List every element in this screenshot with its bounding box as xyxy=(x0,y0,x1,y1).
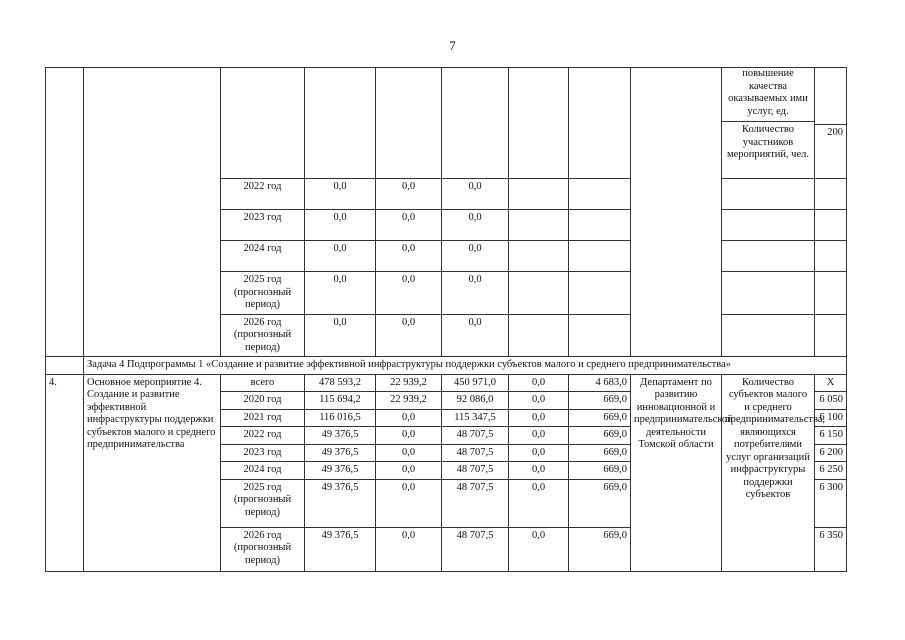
total-cell: 49 376,5 xyxy=(305,527,376,571)
indicator-value: 6 300 xyxy=(815,479,847,527)
empty-cell xyxy=(722,272,815,315)
year-cell: 2026 год (прогнозный период) xyxy=(221,314,305,357)
empty-cell xyxy=(569,314,631,357)
year-cell: 2025 год (прогнозный период) xyxy=(221,479,305,527)
year-cell: 2022 год xyxy=(221,179,305,210)
empty-cell xyxy=(815,179,847,210)
ext-cell: 4 683,0 xyxy=(569,374,631,392)
empty-cell xyxy=(509,210,569,241)
fed-cell: 22 939,2 xyxy=(376,374,442,392)
reg-cell: 48 707,5 xyxy=(442,479,509,527)
total-cell: 0,0 xyxy=(305,241,376,272)
loc-cell: 0,0 xyxy=(509,444,569,462)
empty-cell xyxy=(509,272,569,315)
empty-cell xyxy=(509,314,569,357)
fed-cell: 0,0 xyxy=(376,272,442,315)
empty-cell xyxy=(815,241,847,272)
indicator-value: 6 200 xyxy=(815,444,847,462)
ext-cell: 669,0 xyxy=(569,409,631,427)
indicator-value: 6 050 xyxy=(815,392,847,410)
fed-cell: 0,0 xyxy=(376,179,442,210)
empty-cell xyxy=(722,314,815,357)
indicator-value: 6 100 xyxy=(815,409,847,427)
total-cell: 0,0 xyxy=(305,179,376,210)
reg-cell: 0,0 xyxy=(442,210,509,241)
year-cell: 2021 год xyxy=(221,409,305,427)
table-row xyxy=(46,357,847,375)
reg-cell: 0,0 xyxy=(442,179,509,210)
empty-cell xyxy=(509,241,569,272)
indicator-value: X xyxy=(815,374,847,392)
empty-cell xyxy=(569,241,631,272)
empty-cell xyxy=(509,68,569,179)
empty-cell xyxy=(722,241,815,272)
empty-cell xyxy=(815,272,847,315)
year-cell: 2023 год xyxy=(221,210,305,241)
total-cell: 49 376,5 xyxy=(305,427,376,445)
year-cell: всего xyxy=(221,374,305,392)
empty-cell xyxy=(305,68,376,179)
row-number: 4. xyxy=(46,374,84,571)
ext-cell: 669,0 xyxy=(569,479,631,527)
loc-cell: 0,0 xyxy=(509,462,569,480)
year-cell: 2025 год (прогнозный период) xyxy=(221,272,305,315)
reg-cell: 92 086,0 xyxy=(442,392,509,410)
reg-cell: 450 971,0 xyxy=(442,374,509,392)
program-table xyxy=(45,67,847,572)
indicator-cell xyxy=(722,68,815,179)
fed-cell: 0,0 xyxy=(376,479,442,527)
total-cell: 49 376,5 xyxy=(305,444,376,462)
empty-cell xyxy=(815,210,847,241)
department-cell: Департамент по развитию инновационной и предпринимательской деятельности Томской области xyxy=(631,374,722,571)
loc-cell: 0,0 xyxy=(509,409,569,427)
empty-cell xyxy=(84,68,221,357)
activity-name: Основное мероприятие 4. Создание и развитие эффективной инфраструктуры поддержки субъектов малого и среднего предпринимательства xyxy=(84,374,221,571)
total-cell: 0,0 xyxy=(305,272,376,315)
fed-cell: 0,0 xyxy=(376,444,442,462)
loc-cell: 0,0 xyxy=(509,392,569,410)
loc-cell: 0,0 xyxy=(509,527,569,571)
fed-cell: 0,0 xyxy=(376,210,442,241)
empty-cell xyxy=(569,272,631,315)
ext-cell: 669,0 xyxy=(569,462,631,480)
fed-cell: 0,0 xyxy=(376,241,442,272)
total-cell: 49 376,5 xyxy=(305,479,376,527)
ext-cell: 669,0 xyxy=(569,444,631,462)
ext-cell: 669,0 xyxy=(569,527,631,571)
fed-cell: 22 939,2 xyxy=(376,392,442,410)
empty-cell xyxy=(442,68,509,179)
empty-cell xyxy=(569,210,631,241)
indicator-name: Количество субъектов малого и среднего предпринимательства, являющихся потребителями услуг организаций инфраструктуры поддержки субъектов xyxy=(722,374,815,571)
reg-cell: 48 707,5 xyxy=(442,444,509,462)
year-cell: 2020 год xyxy=(221,392,305,410)
table-row xyxy=(46,374,847,392)
empty-cell xyxy=(569,179,631,210)
reg-cell: 48 707,5 xyxy=(442,527,509,571)
task-header: Задача 4 Подпрограммы 1 «Создание и развитие эффективной инфраструктуры поддержки субъектов малого и среднего предпринимательства» xyxy=(84,357,847,375)
empty-cell xyxy=(815,314,847,357)
total-cell: 0,0 xyxy=(305,210,376,241)
empty-cell xyxy=(631,68,722,357)
year-cell: 2023 год xyxy=(221,444,305,462)
year-cell: 2022 год xyxy=(221,427,305,445)
reg-cell: 48 707,5 xyxy=(442,427,509,445)
total-cell: 478 593,2 xyxy=(305,374,376,392)
reg-cell: 0,0 xyxy=(442,314,509,357)
empty-cell xyxy=(722,210,815,241)
empty-cell xyxy=(509,179,569,210)
fed-cell: 0,0 xyxy=(376,427,442,445)
indicator-value: 6 250 xyxy=(815,462,847,480)
indicator2-label: Количество участников мероприятий, чел. xyxy=(726,124,809,160)
fed-cell: 0,0 xyxy=(376,409,442,427)
empty-cell xyxy=(722,179,815,210)
total-cell: 0,0 xyxy=(305,314,376,357)
loc-cell: 0,0 xyxy=(509,479,569,527)
indicator-value: 6 350 xyxy=(815,527,847,571)
empty-cell xyxy=(376,68,442,179)
reg-cell: 0,0 xyxy=(442,241,509,272)
total-cell: 116 016,5 xyxy=(305,409,376,427)
fed-cell: 0,0 xyxy=(376,314,442,357)
total-cell: 115 694,2 xyxy=(305,392,376,410)
reg-cell: 48 707,5 xyxy=(442,462,509,480)
year-cell: 2024 год xyxy=(221,462,305,480)
ext-cell: 669,0 xyxy=(569,392,631,410)
ext-cell: 669,0 xyxy=(569,427,631,445)
empty-cell xyxy=(569,68,631,179)
total-cell: 49 376,5 xyxy=(305,462,376,480)
indicator-value-cell xyxy=(815,68,847,179)
page-number: 7 xyxy=(449,38,456,53)
fed-cell: 0,0 xyxy=(376,462,442,480)
reg-cell: 0,0 xyxy=(442,272,509,315)
indicator-continuation: повышение качества оказываемых ими услуг, ед. xyxy=(722,68,814,122)
table-row xyxy=(46,68,847,179)
loc-cell: 0,0 xyxy=(509,427,569,445)
empty-cell xyxy=(46,357,84,375)
loc-cell: 0,0 xyxy=(509,374,569,392)
indicator2-value: 200 xyxy=(827,127,843,138)
empty-cell xyxy=(221,68,305,179)
reg-cell: 115 347,5 xyxy=(442,409,509,427)
fed-cell: 0,0 xyxy=(376,527,442,571)
year-cell: 2024 год xyxy=(221,241,305,272)
year-cell: 2026 год (прогнозный период) xyxy=(221,527,305,571)
indicator-value: 6 150 xyxy=(815,427,847,445)
empty-cell xyxy=(46,68,84,357)
